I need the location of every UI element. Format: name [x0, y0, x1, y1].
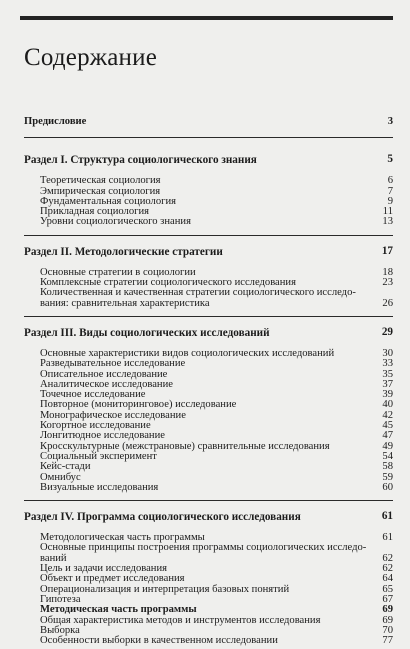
- toc-section-page: 17: [381, 244, 393, 257]
- toc-entry-label: Социальный эксперимент: [40, 450, 157, 462]
- toc-entry-label: Операционализация и интерпретация базовых понятий: [40, 583, 290, 595]
- toc-entry-page: 42: [382, 409, 393, 421]
- toc-entry-page: 18: [382, 266, 393, 278]
- toc-entry-page: 69: [382, 614, 393, 626]
- toc-entry-page: 37: [382, 378, 393, 390]
- toc-entry-page: 26: [382, 297, 393, 309]
- toc-entry-page: 40: [382, 399, 393, 411]
- toc-entry: [24, 543, 393, 564]
- section-divider: [24, 316, 393, 317]
- toc-entry-label: Объект и предмет исследования: [40, 573, 185, 585]
- section-spacer: [24, 309, 393, 312]
- toc-entry-label: Методологическая часть программы: [40, 532, 205, 544]
- toc-entry: [24, 626, 393, 636]
- toc-entry-page: 49: [382, 440, 393, 452]
- toc-entry-label: Комплексные стратегии социологического исследования: [40, 277, 296, 289]
- section-spacer: [24, 493, 393, 496]
- toc-entry-page: 11: [382, 206, 393, 218]
- toc-entry-label: Гипотеза: [40, 593, 81, 605]
- toc-section-heading: [24, 154, 393, 166]
- toc-entry: [24, 483, 393, 493]
- toc-entry-label: Уровни социологического знания: [40, 216, 191, 228]
- toc-entry-page: 23: [382, 277, 393, 289]
- toc-entry-label: Выборка: [40, 624, 80, 636]
- toc-entry-label: Аналитическое исследование: [40, 378, 173, 390]
- toc-preface: [24, 117, 393, 127]
- toc-entry: [24, 217, 393, 227]
- toc-entry: [24, 462, 393, 472]
- toc-entry-page: 54: [382, 450, 393, 462]
- toc-entry-page: 64: [382, 573, 393, 585]
- toc-entry-page: 35: [382, 368, 393, 380]
- toc-entry: [24, 605, 393, 615]
- toc-entry-label: Основные принципы построения программы социологических исследо-ваний: [40, 542, 367, 564]
- toc-entry-page: 69: [382, 604, 393, 616]
- toc-section-title: Раздел I. Структура социологического знания: [24, 154, 257, 167]
- toc-entry-label: Кросскультурные (межстрановые) сравнительные исследования: [40, 440, 330, 452]
- toc-sections: [24, 137, 393, 649]
- toc-entry-label: Основные стратегии в социологии: [40, 266, 196, 278]
- toc-entry-page: 6: [387, 175, 393, 187]
- section-divider: [24, 235, 393, 236]
- toc-entry-label: Визуальные исследования: [40, 481, 159, 493]
- toc-entry: [24, 288, 393, 309]
- toc-entry-label: Когортное исследование: [40, 420, 151, 432]
- toc-entry-label: Монографическое исследование: [40, 409, 186, 421]
- toc-entry-label: Омнибус: [40, 471, 81, 483]
- toc-entry: [24, 595, 393, 605]
- section-spacer: [24, 228, 393, 231]
- toc-section-title: Раздел IV. Программа социологического исследования: [24, 511, 301, 524]
- toc-entry-page: 77: [382, 635, 393, 647]
- toc-entry-page: 61: [382, 532, 393, 544]
- toc-section-title: Раздел II. Методологические стратегии: [24, 245, 223, 258]
- toc-section-heading: [24, 511, 393, 523]
- toc-entry-page: 70: [382, 624, 393, 636]
- section-divider: [24, 500, 393, 501]
- toc-entry-label: Разведывательное исследование: [40, 358, 186, 370]
- toc-entry-label: Прикладная социология: [40, 206, 149, 218]
- toc-entry-label: Фундаментальная социология: [40, 195, 177, 207]
- toc-entry-label: Особенности выборки в качественном исследовании: [40, 635, 278, 647]
- toc-entry-page: 30: [382, 347, 393, 359]
- section-divider: [24, 137, 393, 138]
- toc-entry: [24, 616, 393, 626]
- toc-entry-label: Точечное исследование: [40, 389, 146, 401]
- toc-entry-label: Цель и задачи исследования: [40, 563, 168, 575]
- toc-entry-page: 39: [382, 389, 393, 401]
- toc-section-heading: [24, 246, 393, 258]
- toc-preface-page: 3: [387, 116, 393, 127]
- toc-preface-label: Предисловие: [24, 116, 87, 127]
- toc-entry-page: 65: [382, 583, 393, 595]
- toc-entry-page: 59: [382, 471, 393, 483]
- toc-entry-page: 62: [382, 563, 393, 575]
- toc-entry-label: Общая характеристика методов и инструментов исследования: [40, 614, 321, 626]
- toc-entry-page: 13: [382, 216, 393, 228]
- toc-entry-label: Количественная и качественная стратегии социологического исследо-вания: сравнительная характеристика: [40, 287, 356, 309]
- toc-section-page: 5: [387, 153, 393, 166]
- toc-entry-page: 33: [382, 358, 393, 370]
- toc-entry-label: Повторное (мониторинговое) исследование: [40, 399, 237, 411]
- toc-section-heading: [24, 327, 393, 339]
- toc-entry-page: 45: [382, 420, 393, 432]
- toc-entry-page: 7: [387, 185, 393, 197]
- toc-entry-page: 58: [382, 461, 393, 473]
- toc-section-page: 29: [381, 325, 393, 338]
- toc-entry-page: 47: [382, 430, 393, 442]
- toc-entry: [24, 636, 393, 646]
- toc-entry-label: Описательное исследование: [40, 368, 168, 380]
- top-rule: [20, 16, 393, 20]
- toc-entry-page: 60: [382, 481, 393, 493]
- table-of-contents: [24, 117, 393, 649]
- toc-entry-label: Теоретическая социология: [40, 175, 161, 187]
- toc-section-page: 61: [381, 510, 393, 523]
- toc-entry-label: Эмпирическая социология: [40, 185, 161, 197]
- toc-entry-label: Лонгитюдное исследование: [40, 430, 165, 442]
- page-title: Содержание: [24, 44, 157, 71]
- toc-entry-label: Методическая часть программы: [40, 604, 197, 616]
- toc-entry-page: 62: [382, 552, 393, 564]
- toc-section-title: Раздел III. Виды социологических исследований: [24, 326, 270, 339]
- toc-entry-label: Основные характеристики видов социологических исследований: [40, 347, 335, 359]
- toc-entry-page: 9: [387, 195, 393, 207]
- toc-entry-label: Кейс-стади: [40, 461, 91, 473]
- toc-entry-page: 67: [382, 593, 393, 605]
